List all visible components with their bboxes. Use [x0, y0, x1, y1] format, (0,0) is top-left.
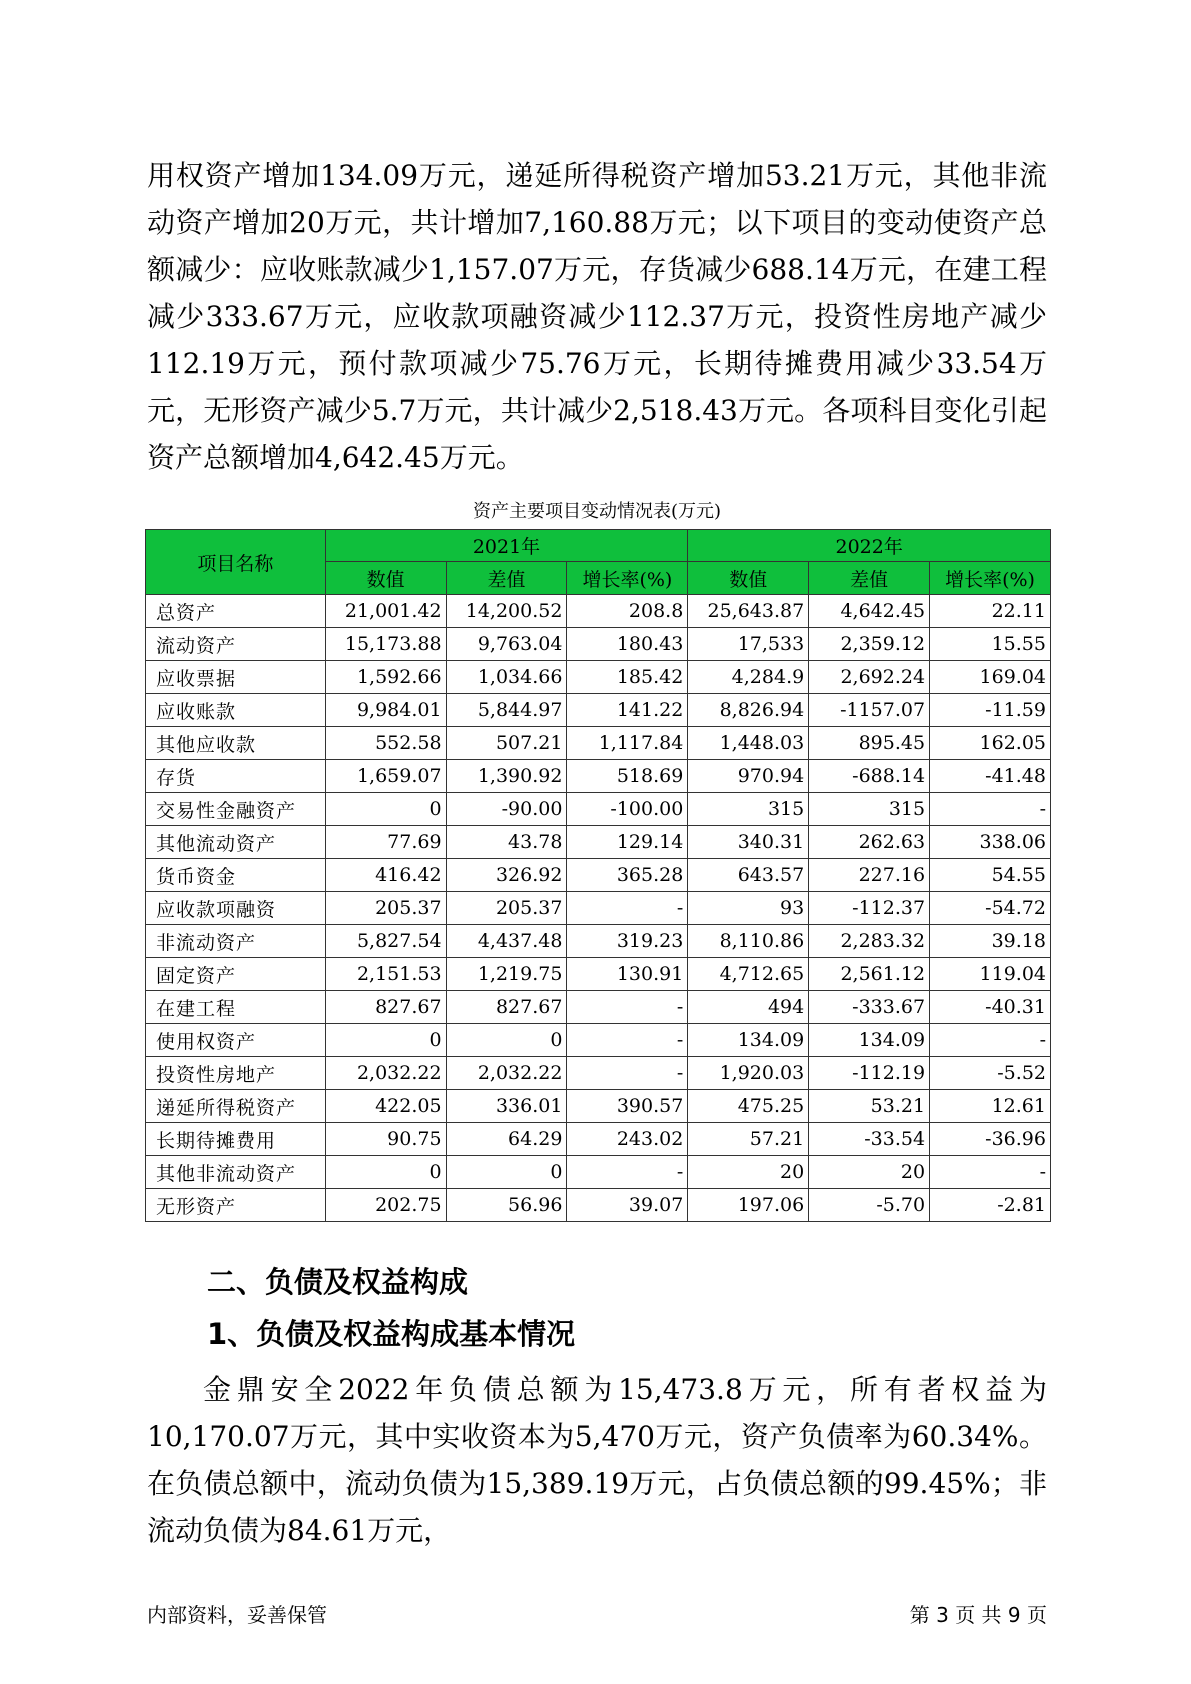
table-cell: 552.58: [325, 727, 446, 760]
table-row: [146, 1024, 1051, 1057]
table-cell: 319.23: [567, 925, 688, 958]
table-cell: 895.45: [809, 727, 930, 760]
table-cell: 4,642.45: [809, 595, 930, 628]
table-cell: -40.31: [930, 991, 1051, 1024]
header-year-2021: 2021年: [325, 530, 688, 562]
table-cell: 1,390.92: [446, 760, 567, 793]
table-cell: 21,001.42: [325, 595, 446, 628]
table-row: [146, 793, 1051, 826]
table-cell: 326.92: [446, 859, 567, 892]
table-cell: 4,437.48: [446, 925, 567, 958]
subheader-cell: 数值: [688, 562, 809, 595]
table-caption: 资产主要项目变动情况表(万元): [472, 501, 722, 522]
table-cell: 169.04: [930, 661, 1051, 694]
table-row: [146, 859, 1051, 892]
section-heading: 二、负债及权益构成: [207, 1265, 469, 1299]
table-row: [146, 892, 1051, 925]
table-cell: 39.18: [930, 925, 1051, 958]
table-cell: 518.69: [567, 760, 688, 793]
table-cell: 15,173.88: [325, 628, 446, 661]
table-cell: 2,032.22: [446, 1057, 567, 1090]
table-row: [146, 1090, 1051, 1123]
subheader-cell: 差值: [446, 562, 567, 595]
table-cell: 134.09: [688, 1024, 809, 1057]
table-cell: 2,561.12: [809, 958, 930, 991]
table-cell: 365.28: [567, 859, 688, 892]
table-cell: 2,283.32: [809, 925, 930, 958]
table-cell: 205.37: [446, 892, 567, 925]
row-item-name: 总资产: [146, 595, 326, 628]
table-cell: -90.00: [446, 793, 567, 826]
table-cell: 5,844.97: [446, 694, 567, 727]
table-cell: 141.22: [567, 694, 688, 727]
table-cell: 0: [446, 1024, 567, 1057]
table-cell: 5,827.54: [325, 925, 446, 958]
subheader-cell: 增长率(%): [930, 562, 1051, 595]
header-item-name: 项目名称: [146, 530, 326, 595]
table-cell: -688.14: [809, 760, 930, 793]
table-cell: 57.21: [688, 1123, 809, 1156]
table-cell: 64.29: [446, 1123, 567, 1156]
table-cell: 336.01: [446, 1090, 567, 1123]
table-cell: 4,712.65: [688, 958, 809, 991]
table-cell: -5.52: [930, 1057, 1051, 1090]
row-item-name: 递延所得税资产: [146, 1090, 326, 1123]
table-cell: 9,763.04: [446, 628, 567, 661]
table-cell: 2,032.22: [325, 1057, 446, 1090]
table-row: [146, 727, 1051, 760]
table-cell: 416.42: [325, 859, 446, 892]
table-cell: 227.16: [809, 859, 930, 892]
row-item-name: 流动资产: [146, 628, 326, 661]
table-cell: 129.14: [567, 826, 688, 859]
table-cell: 20: [688, 1156, 809, 1189]
row-item-name: 存货: [146, 760, 326, 793]
table-cell: 14,200.52: [446, 595, 567, 628]
table-row: [146, 1057, 1051, 1090]
table-cell: 197.06: [688, 1189, 809, 1222]
table-cell: 643.57: [688, 859, 809, 892]
table-cell: -: [930, 1024, 1051, 1057]
table-cell: 0: [325, 793, 446, 826]
table-cell: 262.63: [809, 826, 930, 859]
table-row: [146, 1156, 1051, 1189]
table-cell: 0: [325, 1024, 446, 1057]
table-cell: 1,219.75: [446, 958, 567, 991]
table-cell: 507.21: [446, 727, 567, 760]
table-cell: 12.61: [930, 1090, 1051, 1123]
table-row: [146, 1189, 1051, 1222]
subsection-heading: 1、负债及权益构成基本情况: [207, 1317, 576, 1351]
table-cell: 205.37: [325, 892, 446, 925]
table-cell: 93: [688, 892, 809, 925]
table-cell: 1,034.66: [446, 661, 567, 694]
row-item-name: 货币资金: [146, 859, 326, 892]
table-cell: 202.75: [325, 1189, 446, 1222]
footer-page-number: 第 3 页 共 9 页: [909, 1603, 1047, 1627]
table-cell: -112.37: [809, 892, 930, 925]
table-cell: -41.48: [930, 760, 1051, 793]
table-cell: -: [567, 1057, 688, 1090]
body-paragraph: 用权资产增加134.09万元，递延所得税资产增加53.21万元，其他非流动资产增加20万元，共计增加7,160.88万元；以下项目的变动使资产总额减少：应收账款减少1,157.07万元，存货减少688.14万元，在建工程减少333.67万元，应收款项融资减少112.37万元，投资性房地产减少112.19万元，预付款项减少75.76万元，长期待摊费用减少33.54万元，无形资产减少5.7万元，共计减少2,518.43万元。各项科目变化引起资产总额增加4,642.45万元。: [147, 159, 1047, 474]
row-item-name: 应收款项融资: [146, 892, 326, 925]
table-cell: 130.91: [567, 958, 688, 991]
table-cell: 17,533: [688, 628, 809, 661]
table-cell: 134.09: [809, 1024, 930, 1057]
row-item-name: 投资性房地产: [146, 1057, 326, 1090]
table-cell: 56.96: [446, 1189, 567, 1222]
table-cell: 25,643.87: [688, 595, 809, 628]
table-cell: 827.67: [446, 991, 567, 1024]
table-cell: 9,984.01: [325, 694, 446, 727]
table-cell: 0: [325, 1156, 446, 1189]
row-item-name: 应收账款: [146, 694, 326, 727]
table-cell: -100.00: [567, 793, 688, 826]
table-cell: 54.55: [930, 859, 1051, 892]
table-cell: 208.8: [567, 595, 688, 628]
table-cell: -5.70: [809, 1189, 930, 1222]
subheader-cell: 增长率(%): [567, 562, 688, 595]
table-cell: 315: [688, 793, 809, 826]
table-cell: 475.25: [688, 1090, 809, 1123]
table-cell: -: [567, 892, 688, 925]
table-cell: -36.96: [930, 1123, 1051, 1156]
row-item-name: 无形资产: [146, 1189, 326, 1222]
table-cell: 2,151.53: [325, 958, 446, 991]
table-cell: 340.31: [688, 826, 809, 859]
table-cell: 162.05: [930, 727, 1051, 760]
table-cell: 1,448.03: [688, 727, 809, 760]
table-cell: -: [930, 793, 1051, 826]
table-row: [146, 661, 1051, 694]
table-cell: 827.67: [325, 991, 446, 1024]
table-row: [146, 958, 1051, 991]
row-item-name: 使用权资产: [146, 1024, 326, 1057]
table-cell: -2.81: [930, 1189, 1051, 1222]
table-cell: 90.75: [325, 1123, 446, 1156]
table-cell: -: [567, 1156, 688, 1189]
table-row: [146, 1123, 1051, 1156]
table-cell: 1,659.07: [325, 760, 446, 793]
footer-confidential: 内部资料，妥善保管: [147, 1603, 327, 1627]
table-row: [146, 760, 1051, 793]
subheader-cell: 数值: [325, 562, 446, 595]
table-cell: 15.55: [930, 628, 1051, 661]
row-item-name: 其他非流动资产: [146, 1156, 326, 1189]
table-cell: 39.07: [567, 1189, 688, 1222]
table-cell: -: [930, 1156, 1051, 1189]
table-cell: 77.69: [325, 826, 446, 859]
row-item-name: 在建工程: [146, 991, 326, 1024]
table-cell: -11.59: [930, 694, 1051, 727]
table-cell: -333.67: [809, 991, 930, 1024]
table-row: [146, 826, 1051, 859]
table-cell: -: [567, 991, 688, 1024]
header-year-2022: 2022年: [688, 530, 1051, 562]
table-cell: 1,117.84: [567, 727, 688, 760]
table-cell: 1,592.66: [325, 661, 446, 694]
table-cell: 8,826.94: [688, 694, 809, 727]
table-row: [146, 991, 1051, 1024]
row-item-name: 交易性金融资产: [146, 793, 326, 826]
table-cell: 243.02: [567, 1123, 688, 1156]
asset-change-table: [145, 529, 1051, 1222]
row-item-name: 长期待摊费用: [146, 1123, 326, 1156]
table-cell: 180.43: [567, 628, 688, 661]
table-body: [146, 595, 1051, 1222]
row-item-name: 固定资产: [146, 958, 326, 991]
table-cell: 1,920.03: [688, 1057, 809, 1090]
table-cell: -54.72: [930, 892, 1051, 925]
row-item-name: 应收票据: [146, 661, 326, 694]
table-cell: 315: [809, 793, 930, 826]
row-item-name: 其他流动资产: [146, 826, 326, 859]
table-row: [146, 595, 1051, 628]
table-cell: 43.78: [446, 826, 567, 859]
table-cell: 53.21: [809, 1090, 930, 1123]
table-cell: 2,692.24: [809, 661, 930, 694]
table-cell: -1157.07: [809, 694, 930, 727]
table-cell: 338.06: [930, 826, 1051, 859]
table-cell: -112.19: [809, 1057, 930, 1090]
table-cell: 22.11: [930, 595, 1051, 628]
table-cell: 4,284.9: [688, 661, 809, 694]
row-item-name: 非流动资产: [146, 925, 326, 958]
table-row: [146, 925, 1051, 958]
table-cell: 0: [446, 1156, 567, 1189]
table-cell: -: [567, 1024, 688, 1057]
table-cell: 119.04: [930, 958, 1051, 991]
table-cell: 390.57: [567, 1090, 688, 1123]
table-cell: 970.94: [688, 760, 809, 793]
table-cell: 8,110.86: [688, 925, 809, 958]
body-paragraph-2: 金鼎安全2022年负债总额为15,473.8万元，所有者权益为10,170.07万元，其中实收资本为5,470万元，资产负债率为60.34%。在负债总额中，流动负债为15,389.19万元，占负债总额的99.45%；非流动负债为84.61万元，: [147, 1373, 1047, 1547]
table-cell: 20: [809, 1156, 930, 1189]
table-row: [146, 694, 1051, 727]
row-item-name: 其他应收款: [146, 727, 326, 760]
subheader-cell: 差值: [809, 562, 930, 595]
table-row: [146, 628, 1051, 661]
table-cell: 185.42: [567, 661, 688, 694]
table-cell: -33.54: [809, 1123, 930, 1156]
table-cell: 2,359.12: [809, 628, 930, 661]
table-cell: 422.05: [325, 1090, 446, 1123]
table-cell: 494: [688, 991, 809, 1024]
